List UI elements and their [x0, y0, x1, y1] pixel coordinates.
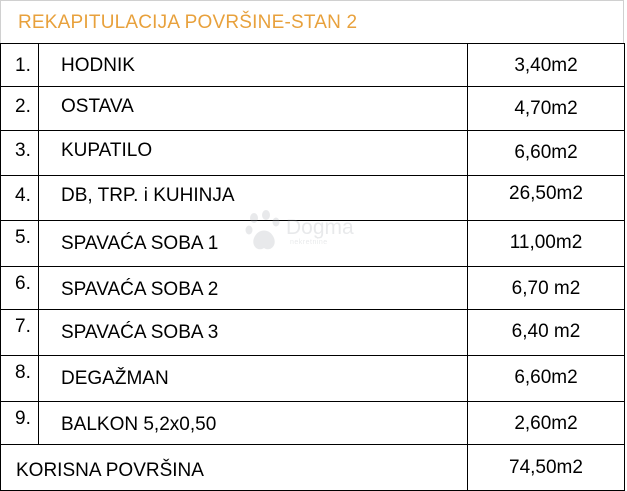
- total-area: 74,50m2: [509, 457, 583, 478]
- watermark-subtext: nekretnine: [290, 239, 328, 246]
- room-name: SPAVAĆA SOBA 3: [61, 322, 219, 343]
- table-row: [1, 267, 625, 310]
- total-row: [1, 445, 625, 491]
- room-area: 26,50m2: [509, 183, 583, 204]
- room-area: 6,40 m2: [511, 321, 581, 342]
- room-name: KUPATILO: [61, 140, 153, 161]
- room-name: SPAVAĆA SOBA 2: [61, 279, 219, 300]
- row-number: 5.: [15, 227, 31, 248]
- table-row: [1, 402, 625, 445]
- room-area: 4,70m2: [514, 98, 578, 119]
- table-row: [1, 221, 625, 267]
- table-row: [1, 356, 625, 402]
- row-number: 6.: [15, 273, 31, 294]
- watermark-text: Dogma: [286, 216, 354, 239]
- table-row: [1, 310, 625, 356]
- row-number: 8.: [15, 362, 31, 383]
- row-number: 2.: [15, 96, 31, 117]
- room-name: HODNIK: [61, 55, 135, 76]
- room-area: 11,00m2: [509, 232, 583, 253]
- room-area: 6,60m2: [514, 367, 578, 388]
- row-number: 9.: [15, 408, 31, 429]
- table-row: [1, 44, 625, 87]
- room-name: DB, TRP. i KUHINJA: [61, 185, 235, 206]
- room-area: 6,70 m2: [511, 278, 581, 299]
- table-row: [1, 87, 625, 131]
- row-number: 7.: [15, 316, 31, 337]
- room-area: 2,60m2: [514, 413, 578, 434]
- room-name: DEGAŽMAN: [61, 368, 169, 389]
- room-name: OSTAVA: [61, 96, 134, 117]
- room-area: 6,60m2: [514, 142, 578, 163]
- row-number: 3.: [15, 140, 31, 161]
- total-label: KORISNA POVRŠINA: [16, 460, 204, 481]
- area-table: [0, 43, 625, 491]
- table-row: [1, 176, 625, 221]
- document-title: REKAPITULACIJA POVRŠINE-STAN 2: [0, 0, 624, 43]
- table-row: [1, 131, 625, 176]
- room-name: BALKON 5,2x0,50: [61, 414, 217, 435]
- room-name: SPAVAĆA SOBA 1: [61, 233, 219, 254]
- row-number: 1.: [15, 55, 31, 76]
- room-area: 3,40m2: [514, 55, 578, 76]
- row-number: 4.: [15, 185, 31, 206]
